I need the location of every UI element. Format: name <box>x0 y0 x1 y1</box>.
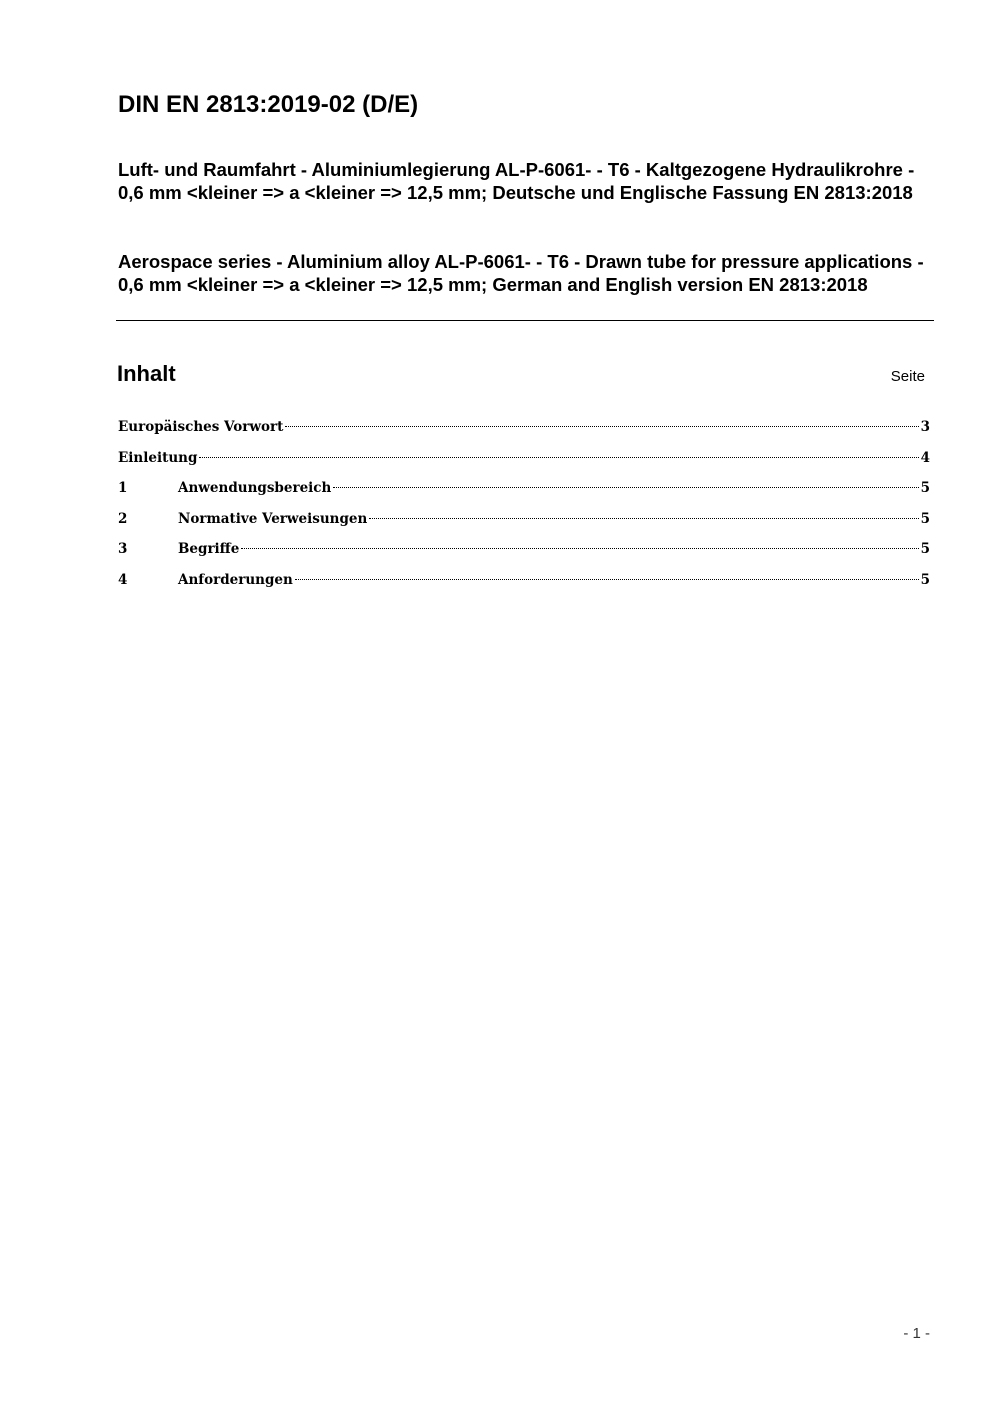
toc-entry-page: 5 <box>920 571 930 588</box>
toc-dot-leader <box>285 426 918 427</box>
toc-entry-page: 5 <box>920 541 930 557</box>
document-title: DIN EN 2813:2019-02 (D/E) <box>118 91 419 118</box>
toc-entry-number: 2 <box>118 510 128 527</box>
toc-dot-leader <box>369 518 918 519</box>
toc-entry-number: 1 <box>118 480 128 496</box>
toc-entry-text: Europäisches Vorwort <box>118 419 284 435</box>
toc-entry-page: 4 <box>920 449 930 466</box>
toc-entry-number: 3 <box>118 541 128 557</box>
toc-dot-leader <box>295 579 919 580</box>
toc-heading: Inhalt <box>117 361 176 386</box>
toc-entry-page: 5 <box>920 510 930 527</box>
table-of-contents <box>118 416 930 599</box>
toc-entry-europaeisches-vorwort[interactable] <box>118 416 930 447</box>
toc-entry-anforderungen[interactable] <box>118 569 930 600</box>
toc-dot-leader <box>333 487 918 488</box>
toc-entry-einleitung[interactable] <box>118 447 930 478</box>
toc-entry-text: Normative Verweisungen <box>178 510 368 527</box>
subtitle-english: Aerospace series - Aluminium alloy AL-P-6061- - T6 - Drawn tube for pressure applications - 0,6 mm <kleiner => a <kleiner => 12,5 mm; German and English version EN 2813:2018 <box>118 251 924 295</box>
toc-entry-page: 3 <box>920 419 930 435</box>
toc-entry-normative-verweisungen[interactable] <box>118 508 930 539</box>
toc-dot-leader <box>241 548 918 549</box>
toc-entry-text: Begriffe <box>178 541 240 557</box>
toc-entry-text: Einleitung <box>118 449 198 466</box>
subtitle-german: Luft- und Raumfahrt - Aluminiumlegierung AL-P-6061- - T6 - Kaltgezogene Hydraulikrohre - 0,6 mm <kleiner => a <kleiner => 12,5 mm; Deutsche und Englische Fassung EN 2813:2018 <box>118 159 915 203</box>
toc-dot-leader <box>199 457 918 458</box>
title-divider <box>116 320 934 321</box>
toc-entry-number: 4 <box>118 571 128 588</box>
toc-entry-text: Anwendungsbereich <box>178 480 332 496</box>
toc-page-column-label: Seite <box>890 368 925 385</box>
toc-entry-anwendungsbereich[interactable] <box>118 477 930 508</box>
toc-entry-text: Anforderungen <box>178 571 293 588</box>
toc-entry-page: 5 <box>920 480 930 496</box>
toc-entry-begriffe[interactable] <box>118 538 930 569</box>
page-number: - 1 - <box>903 1325 930 1342</box>
